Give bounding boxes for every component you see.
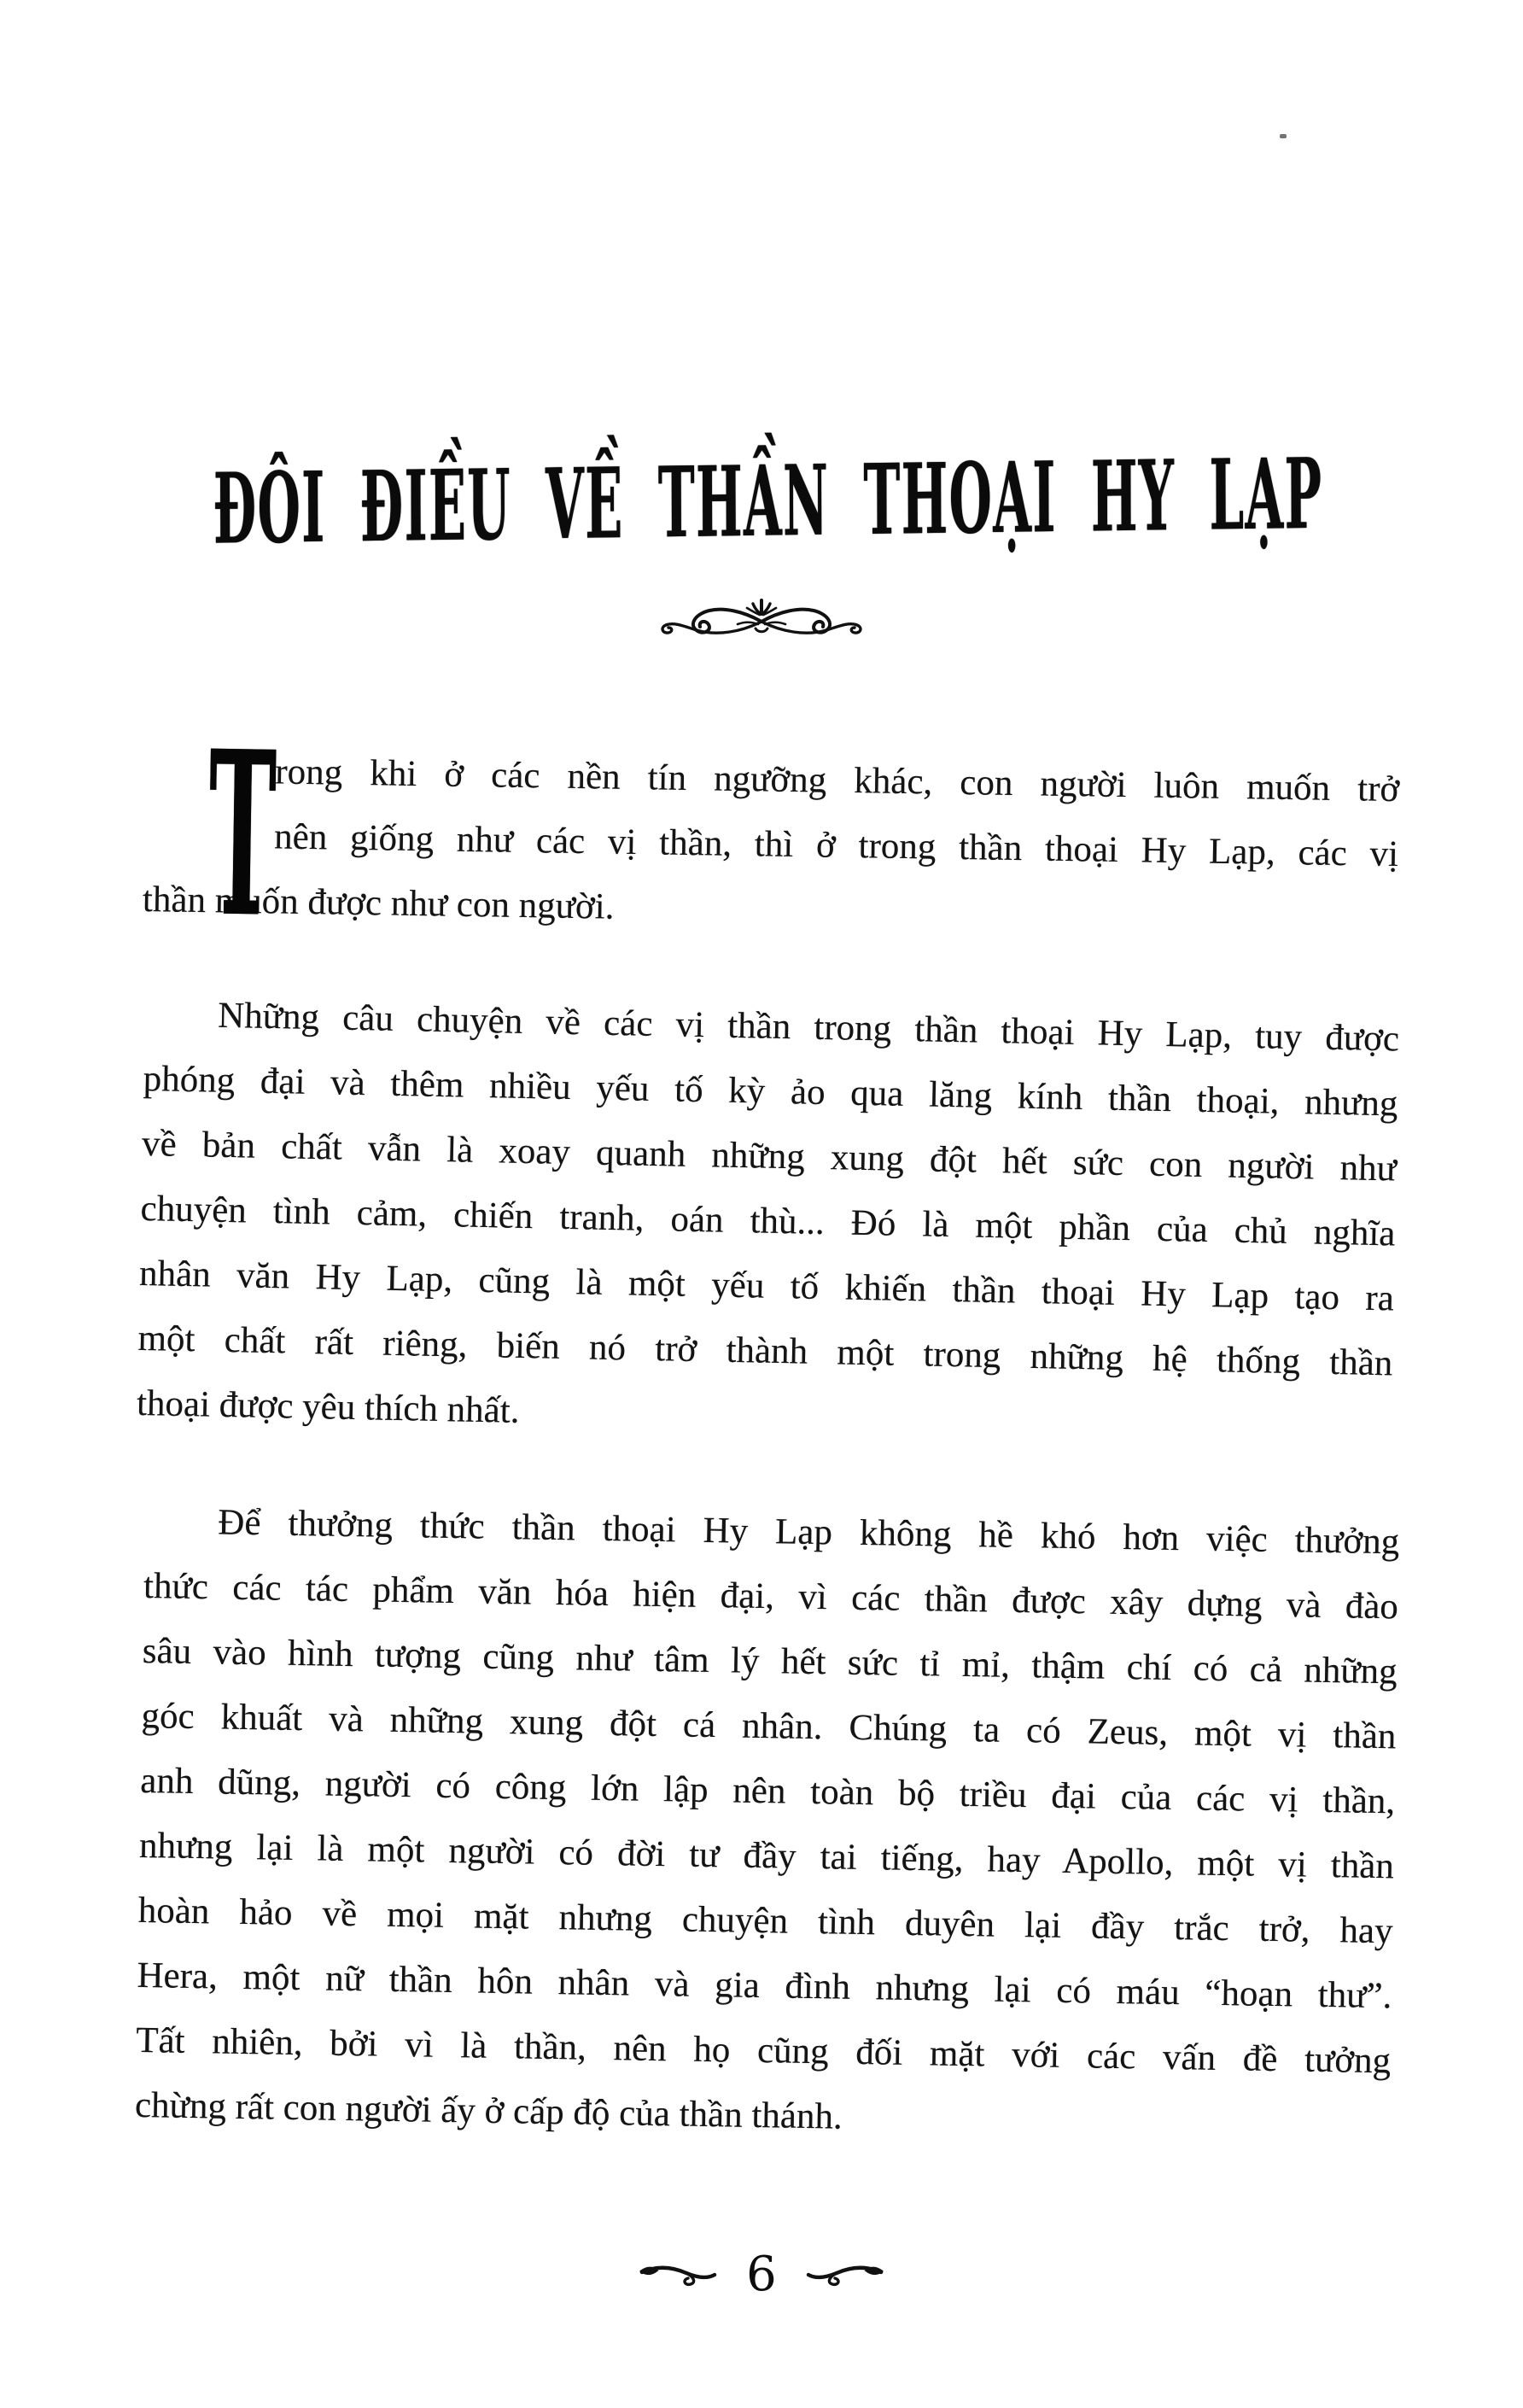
title-divider <box>0 596 1523 643</box>
scan-speck <box>1280 134 1287 138</box>
body-text <box>134 702 1400 2138</box>
text-line: Tất nhiên, bởi vì là thần, nên họ cũng đối mặt với các vấn đề tưởng <box>135 2019 1392 2082</box>
text-line: Hera, một nữ thần hôn nhân và gia đình nhưng lại có máu “hoạn thư”. <box>137 1955 1392 2017</box>
text-line: một chất rất riêng, biến nó trở thành một trong những hệ thống thần <box>137 1318 1393 1384</box>
text-line: phóng đại và thêm nhiều yếu tố kỳ ảo qua lăng kính thần thoại, nhưng <box>143 1058 1398 1125</box>
text-line: nhân văn Hy Lạp, cũng là một yếu tố khiến thần thoại Hy Lạp tạo ra <box>138 1253 1395 1319</box>
paragraph-stories <box>136 982 1399 1461</box>
text-line: Những câu chuyện về các vị thần trong thần thoại Hy Lạp, tuy được <box>217 995 1400 1060</box>
text-line: rong khi ở các nền tín ngưỡng khác, con người luôn muốn trở <box>275 751 1400 810</box>
page-footer <box>0 2247 1523 2302</box>
text-line: hoàn hảo về mọi mặt nhưng chuyện tình duyên lại đầy trắc trở, hay <box>137 1890 1394 1952</box>
footer-swash-right-icon <box>806 2260 884 2289</box>
text-line: thoại được yêu thích nhất. <box>136 1382 520 1431</box>
dropcap-letter: T <box>206 702 278 968</box>
page-title: ĐÔI ĐIỀU VỀ THẦN THOẠI HY LẠP <box>213 436 1323 566</box>
text-line: thức các tác phẩm văn hóa hiện đại, vì các thần được xây dựng và đào <box>143 1565 1399 1628</box>
text-line: về bản chất vẫn là xoay quanh những xung đột hết sức con người như <box>141 1123 1398 1189</box>
text-line: nhưng lại là một người có đời tư đầy tai tiếng, hay Apollo, một vị thần <box>138 1825 1395 1887</box>
paragraph-gods <box>134 1489 1399 2159</box>
text-line: góc khuất và những xung đột cá nhân. Chúng ta có Zeus, một vị thần <box>141 1695 1397 1757</box>
text-line: thần muốn được như con người. <box>142 879 615 927</box>
text-line: chuyện tình cảm, chiến tranh, oán thù... Đó là một phần của chủ nghĩa <box>140 1188 1396 1254</box>
footer-swash-left-icon <box>639 2260 717 2289</box>
text-line: nên giống như các vị thần, thì ở trong thần thoại Hy Lạp, các vị <box>273 816 1399 875</box>
text-line: chừng rất con người ấy ở cấp độ của thần thánh. <box>134 2084 843 2137</box>
page-number: 6 <box>746 2247 777 2302</box>
text-line: Để thưởng thức thần thoại Hy Lạp không hề khó hơn việc thưởng <box>217 1502 1400 1563</box>
text-line: anh dũng, người có công lớn lập nên toàn bộ triều đại của các vị thần, <box>139 1760 1396 1822</box>
text-line: sâu vào hình tượng cũng như tâm lý hết sức tỉ mỉ, thậm chí có cả những <box>142 1630 1398 1692</box>
scroll-leaf-flourish-icon <box>656 596 867 643</box>
paragraph-intro <box>142 702 1400 968</box>
